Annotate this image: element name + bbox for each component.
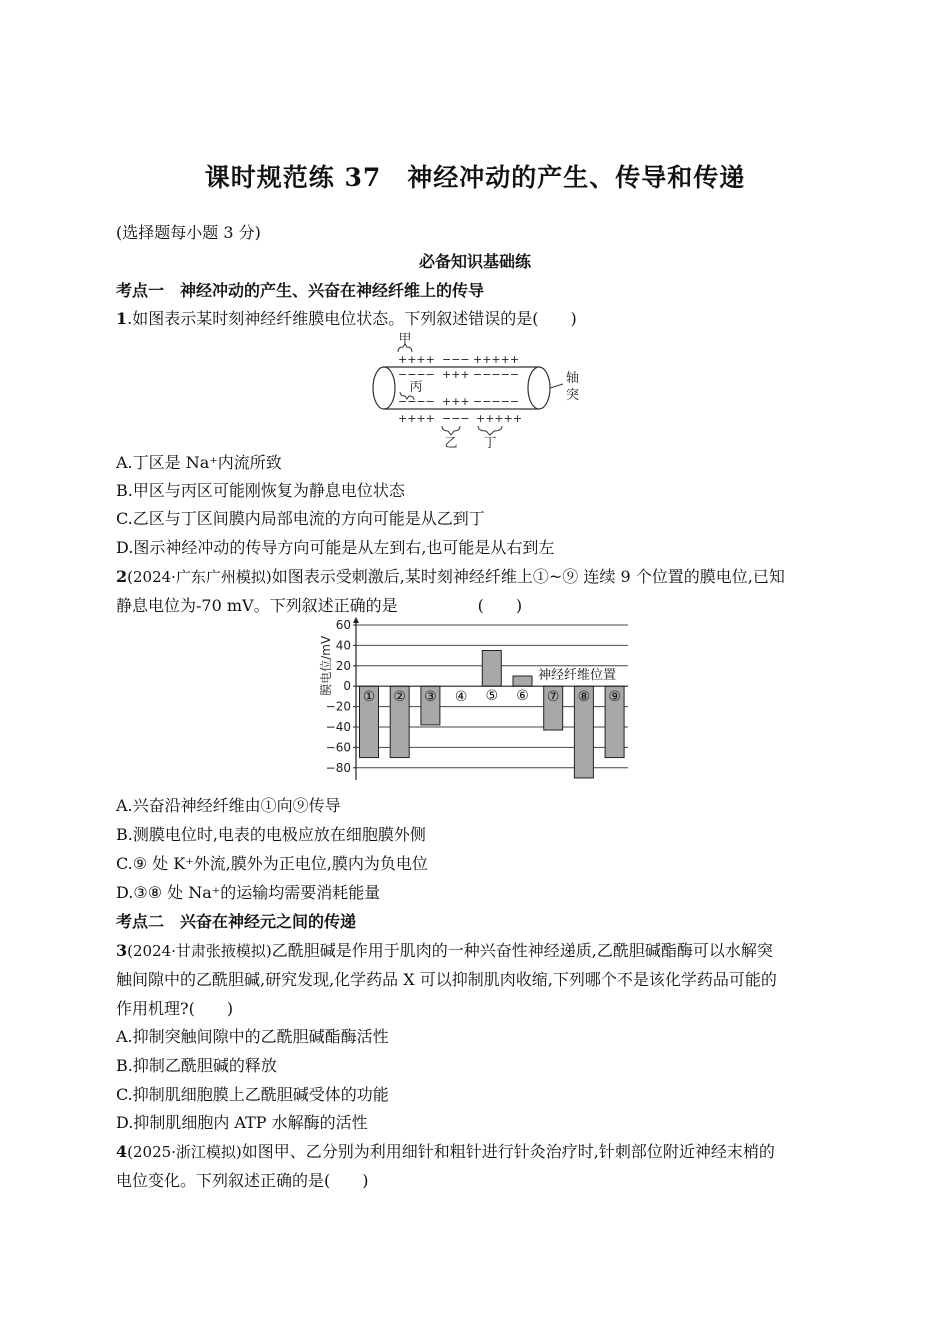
question-number: 1 (116, 309, 128, 328)
question-3-stem-line-3: 作用机理?( ) (116, 999, 234, 1018)
y-tick-label: 60 (335, 618, 351, 632)
brace-ding (478, 426, 502, 435)
y-tick-label: 40 (335, 638, 351, 653)
question-text: .如图表示某时刻神经纤维膜电位状态。下列叙述错误的是( ) (127, 309, 577, 328)
charges-top-inside-2: +++ (442, 368, 470, 381)
question-1-option-a: A.丁区是 Na⁺内流所致 (116, 453, 282, 472)
region-bing-label: 丙 (409, 380, 423, 395)
charges-top-outside-2: −−− (442, 353, 470, 366)
fiber-right-end (528, 367, 550, 409)
region-yi-label: 乙 (444, 436, 458, 448)
question-number: 4 (116, 1142, 128, 1161)
topic-heading-1: 考点一 神经冲动的产生、兴奋在神经纤维上的传导 (116, 281, 485, 300)
question-2-option-c: C.⑨ 处 K⁺外流,膜外为正电位,膜内为负电位 (116, 854, 428, 873)
category-label: ④ (454, 689, 468, 706)
question-2-stem-line-1 (116, 562, 836, 592)
region-ding-label: 丁 (483, 436, 497, 448)
fiber-left-end (373, 367, 395, 409)
membrane-potential-chart (316, 615, 636, 785)
y-tick-label: −40 (325, 719, 351, 734)
question-text: 乙酰胆碱是作用于肌肉的一种兴奋性神经递质,乙酰胆碱酯酶可以水解突 (271, 941, 773, 960)
axon-label-2: 突 (566, 388, 580, 403)
y-tick-label: −20 (325, 699, 351, 714)
question-4-stem-line-2: 电位变化。下列叙述正确的是( ) (116, 1171, 369, 1190)
question-3-option-a: A.抑制突触间隙中的乙酰胆碱酯酶活性 (116, 1027, 389, 1046)
charges-bottom-outside-3: +++++ (476, 412, 523, 425)
charges-top-outside-1: ++++ (398, 353, 435, 366)
question-text: 如图甲、乙分别为利用细针和粗针进行针灸治疗时,针刺部位附近神经末梢的 (241, 1142, 775, 1161)
question-3-option-c: C.抑制肌细胞膜上乙酰胆碱受体的功能 (116, 1085, 389, 1104)
question-2-option-d: D.③⑧ 处 Na⁺的运输均需要消耗能量 (116, 883, 381, 902)
question-2-option-b: B.测膜电位时,电表的电极应放在细胞膜外侧 (116, 825, 426, 844)
category-label: ⑤ (485, 688, 499, 705)
category-label: ⑨ (608, 689, 621, 706)
question-4-stem-line-1 (116, 1137, 836, 1167)
section-heading: 必备知识基础练 (418, 252, 531, 271)
charges-bottom-outside-1: ++++ (398, 412, 435, 425)
charges-top-inside-3: −−−−− (473, 368, 520, 381)
question-3-option-b: B.抑制乙酰胆碱的释放 (116, 1056, 277, 1075)
question-1-option-d: D.图示神经冲动的传导方向可能是从左到右,也可能是从右到左 (116, 538, 555, 557)
page-title: 课时规范练 37 神经冲动的产生、传导和传递 (204, 163, 746, 192)
question-text: 如图表示受刺激后,某时刻神经纤维上①~⑨ 连续 9 个位置的膜电位,已知 (271, 567, 785, 586)
question-1-option-c: C.乙区与丁区间膜内局部电流的方向可能是从乙到丁 (116, 509, 485, 528)
y-tick-label: −80 (325, 760, 351, 775)
region-jia-label: 甲 (398, 332, 412, 347)
brace-yi (442, 426, 460, 435)
y-tick-label: −60 (325, 740, 351, 755)
charges-top-outside-3: +++++ (473, 353, 520, 366)
question-1-option-b: B.甲区与丙区可能刚恢复为静息电位状态 (116, 481, 405, 500)
question-3-option-d: D.抑制肌细胞内 ATP 水解酶的活性 (116, 1113, 368, 1132)
category-label: ⑥ (516, 688, 529, 705)
category-label: ⑦ (546, 689, 560, 706)
y-axis-label: 膜电位/mV (319, 635, 333, 696)
y-tick-label: 20 (335, 658, 351, 673)
charges-bottom-inside-1: −−−− (398, 395, 435, 408)
charges-bottom-outside-2: −−− (442, 412, 470, 425)
question-number: 3 (116, 941, 128, 960)
bar-6 (513, 676, 532, 686)
charges-top-inside-1: −−−− (398, 368, 435, 381)
bar-5 (482, 650, 501, 686)
charges-bottom-inside-2: +++ (442, 395, 470, 408)
question-3-stem-line-2: 触间隙中的乙酰胆碱,研究发现,化学药品 X 可以抑制肌肉收缩,下列哪个不是该化学药品可能的 (116, 970, 777, 989)
question-source: (2025·浙江模拟) (127, 1143, 242, 1161)
axon-label-1: 轴 (566, 371, 580, 386)
category-label: ② (393, 689, 406, 706)
y-tick-label: 0 (343, 679, 351, 694)
x-axis-label: 神经纤维位置 (538, 668, 617, 684)
category-label: ① (362, 689, 376, 706)
question-3-stem-line-1 (116, 936, 836, 966)
question-source: (2024·甘肃张掖模拟) (127, 942, 272, 960)
question-2-stem-line-2: 静息电位为-70 mV。下列叙述正确的是 ( ) (116, 596, 523, 615)
nerve-fiber-figure (360, 330, 590, 448)
question-number: 2 (116, 567, 128, 586)
y-axis-arrow (353, 617, 359, 623)
question-2-option-a: A.兴奋沿神经纤维由①向⑨传导 (116, 796, 341, 815)
question-source: (2024·广东广州模拟) (127, 568, 272, 586)
category-label: ⑧ (577, 689, 591, 706)
topic-heading-2: 考点二 兴奋在神经元之间的传递 (116, 912, 357, 931)
axon-pointer (550, 384, 563, 388)
charges-bottom-inside-3: −−−−− (473, 395, 520, 408)
score-note: (选择题每小题 3 分) (116, 223, 261, 242)
category-label: ③ (424, 689, 437, 706)
